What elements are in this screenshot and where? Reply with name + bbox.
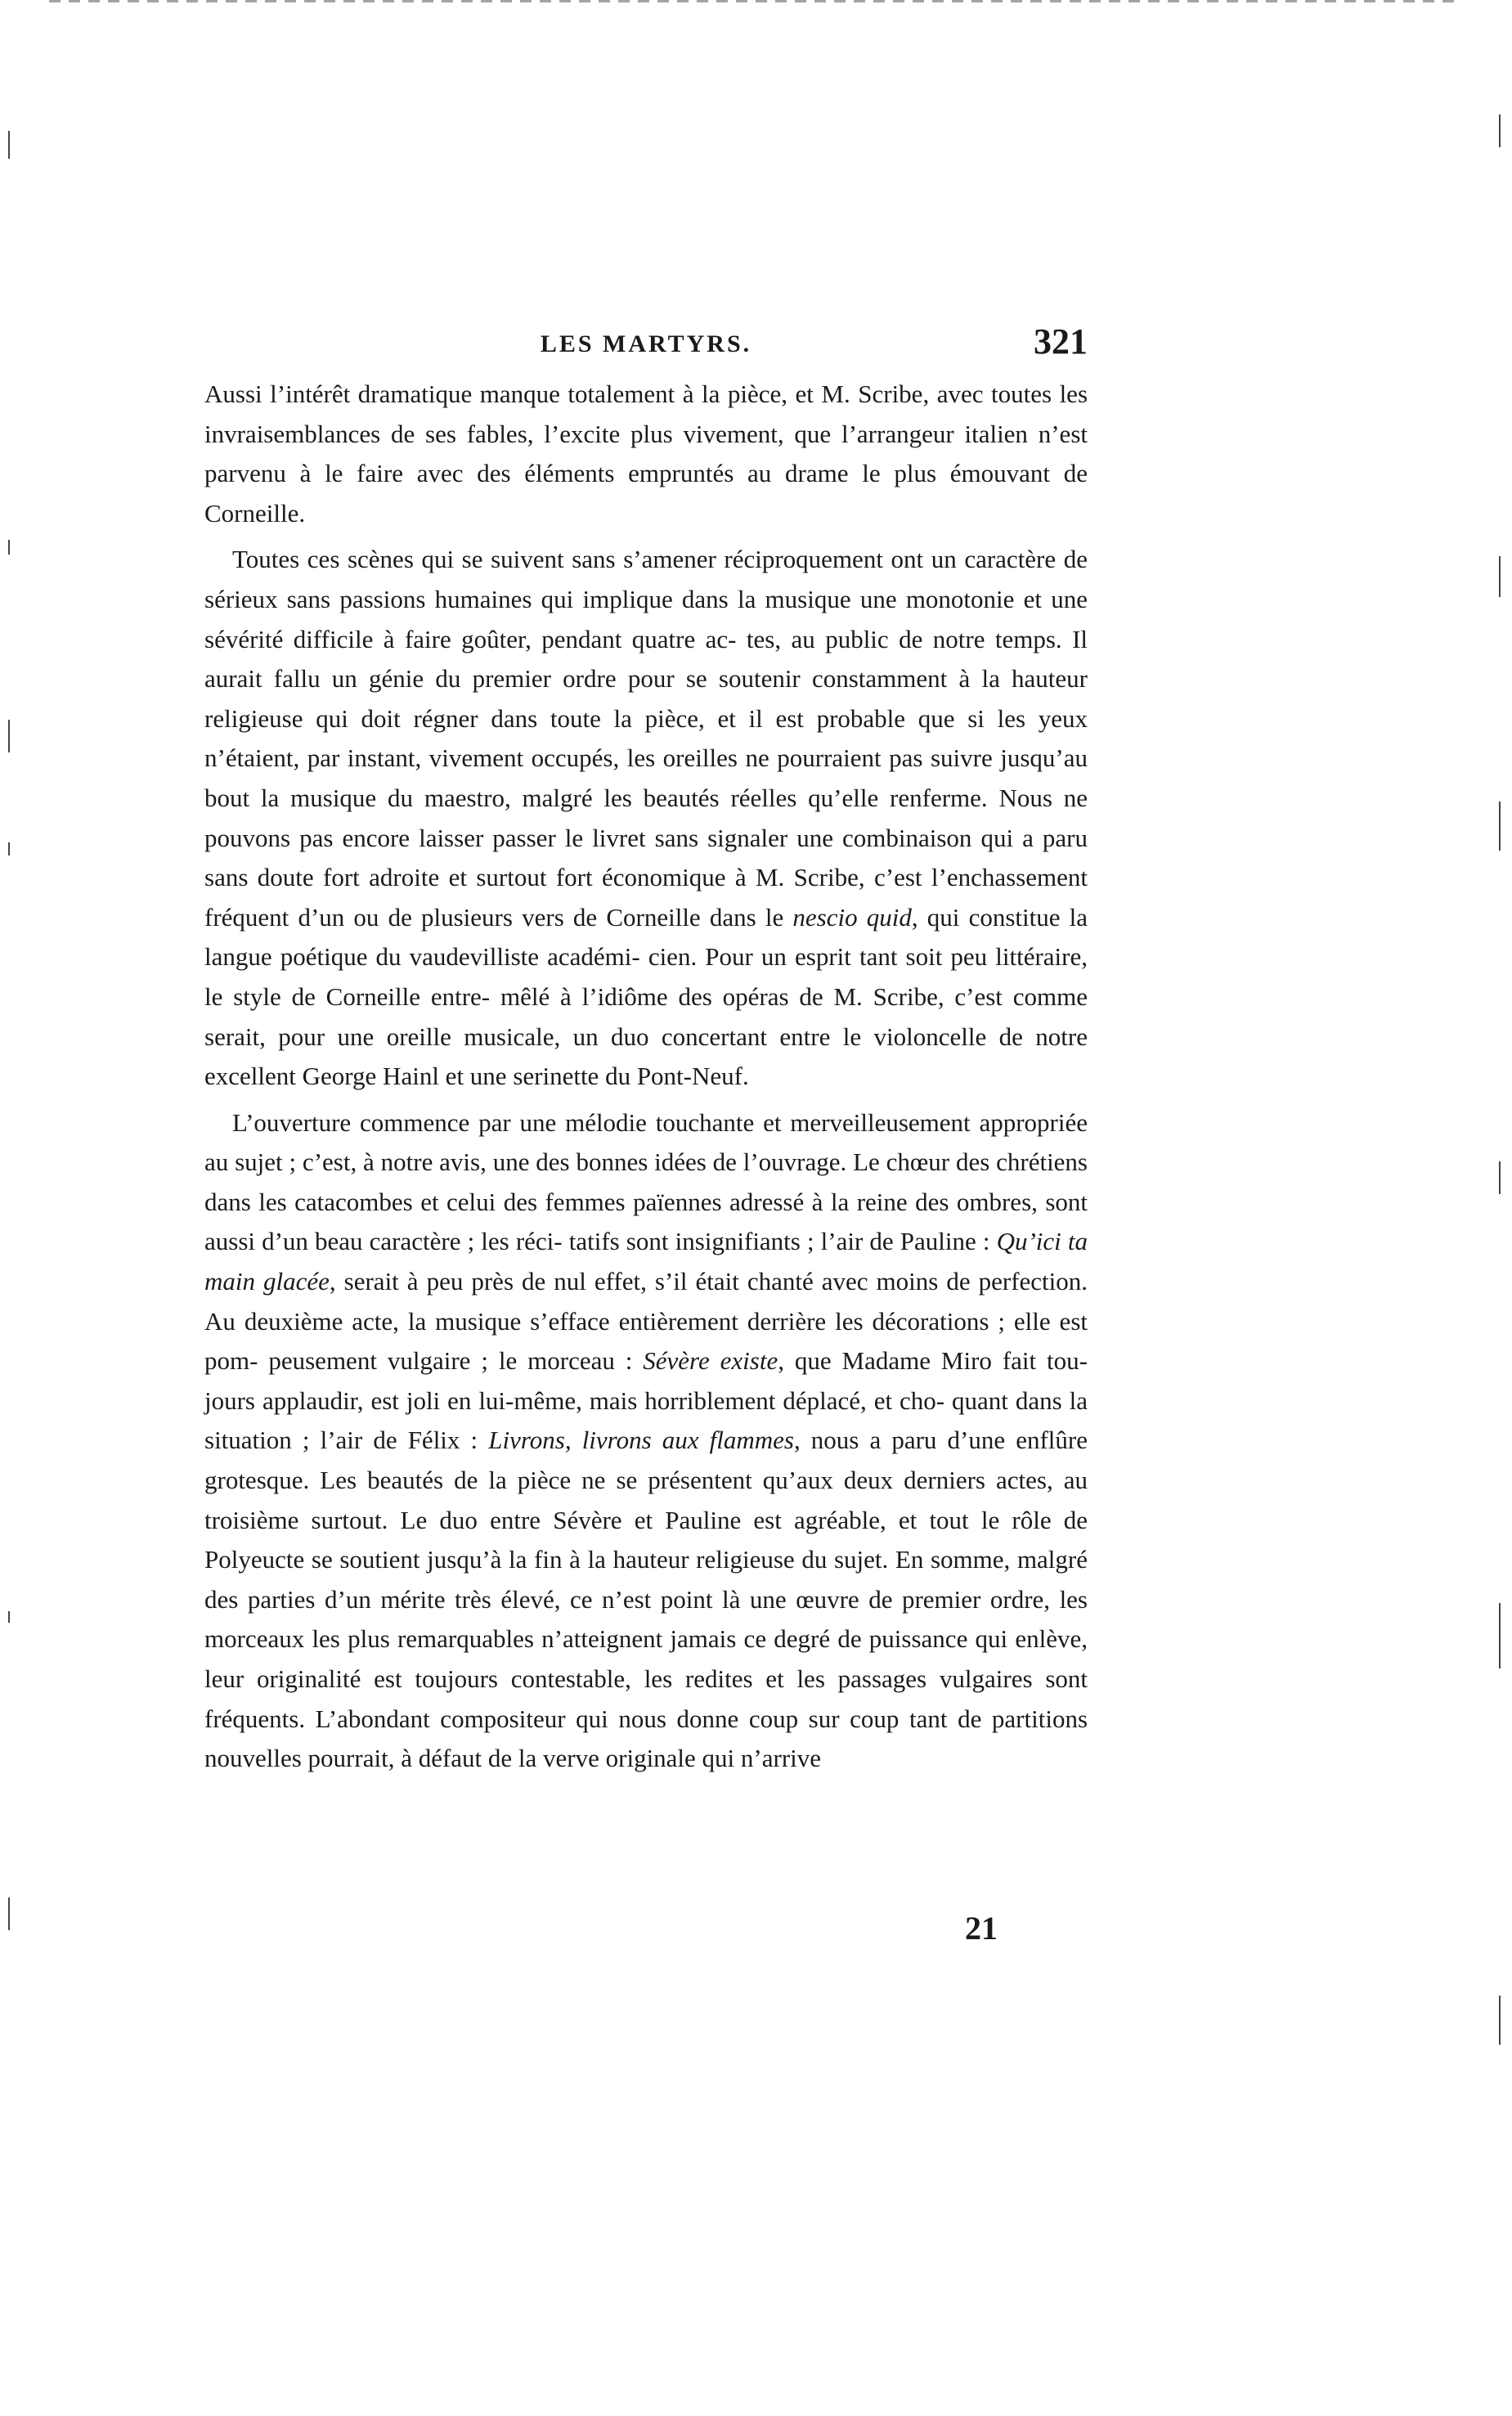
text-line: l’arrangeur italien n’est parvenu à le faire avec des éléments empruntés [204, 419, 1088, 488]
aria-title: Livrons, livrons aux flammes [488, 1426, 794, 1455]
paragraph-1 [204, 375, 1088, 533]
text-line: quant dans la situation ; l’air de Félix : [204, 1385, 1088, 1455]
text-line: mêlé à l’idiôme des opéras de M. Scribe, c’est comme serait, pour une [204, 981, 1088, 1051]
text-line: Le chœur des chrétiens dans les catacombes et celui des femmes païennes [204, 1147, 1088, 1216]
text-line: paru d’une enflûre grotesque. Les beautés de la pièce ne se présentent [204, 1426, 1088, 1495]
text-line: acte, la musique s’efface entièrement derrière les décorations ; elle est pom- [204, 1306, 1088, 1376]
text-line: sont fréquents. L’abondant compositeur qui nous donne coup sur coup tant [204, 1664, 1088, 1733]
text-line: qu’aux deux derniers actes, au troisième surtout. Le duo entre Sévère et [204, 1466, 1088, 1534]
scan-edge-mark [8, 540, 10, 555]
text-line: musique du maestro, malgré les beautés réelles qu’elle renferme. Nous ne [290, 783, 1088, 812]
scan-edge-mark [8, 131, 10, 159]
text-line: caractère de sérieux sans passions humaines qui implique dans la musique [204, 545, 1088, 613]
text-line: pouvons pas encore laisser passer le livret sans signaler une combinaison [204, 823, 972, 852]
text-line: , que Madame Miro fait tou- [778, 1346, 1088, 1376]
text-line: près de nul effet, s’il était chanté avec moins de perfection. Au deuxième [204, 1267, 1088, 1336]
text-line: , nous a [793, 1426, 882, 1455]
scan-edge-mark [1499, 1996, 1501, 2045]
text-line: leur originalité est toujours contestable, les redites et les passages vulgaires [204, 1664, 1033, 1693]
text-line: George Hainl et une serinette du Pont-Neuf. [302, 1062, 749, 1091]
page-number: 321 [1034, 321, 1088, 362]
text-line: de partitions nouvelles pourrait, à défaut de la verve originale qui n’arrive [204, 1704, 1088, 1773]
text-line: le [765, 902, 793, 932]
scan-edge-mark [8, 1611, 10, 1623]
text-line: avec toutes les invraisemblances de ses fables, l’excite plus vivement, que [204, 379, 1088, 448]
scan-edge-mark [8, 842, 10, 855]
signature-mark: 21 [965, 1910, 998, 1947]
text-line: vivement occupés, les oreilles ne pourraient pas suivre jusqu’au bout la [204, 743, 1088, 812]
scan-edge-mark [1499, 556, 1501, 597]
text-line: au drame le plus émouvant de Corneille. [204, 459, 1088, 528]
aria-title: Sévère existe [643, 1346, 778, 1376]
scan-edge-mark [1499, 802, 1501, 851]
text-line: pour se soutenir constamment à la hauteur religieuse qui doit régner dans [204, 664, 1088, 733]
text-line: appropriée au sujet ; c’est, à notre avis, une des bonnes idées de l’ouvrage. [204, 1107, 1088, 1177]
page-header [204, 321, 1088, 370]
text-line: une monotonie et une sévérité difficile à faire goûter, pendant quatre ac- [204, 584, 1088, 653]
scan-edge-mark [1499, 1161, 1501, 1194]
text-line: toute la pièce, et il est probable que si les yeux n’étaient, par instant, [204, 703, 1088, 773]
scan-edge-mark [8, 1897, 10, 1930]
text-line: peusement vulgaire ; le morceau : [268, 1346, 644, 1376]
text-line: très élevé, ce n’est point là une œuvre de premier ordre, les morceaux [204, 1584, 1088, 1654]
text-line: adressé à la reine des ombres, sont aussi d’un beau caractère ; les réci- [204, 1187, 1088, 1256]
text-line: cien. Pour un esprit tant soit peu littéraire, le style de Corneille entre- [204, 942, 1088, 1011]
body-text [204, 375, 1088, 1779]
text-line: L’ouverture commence par une mélodie touchante et merveilleusement [232, 1107, 971, 1137]
text-line: c’est l’enchassement fréquent d’un ou de plusieurs vers de Corneille dans [204, 863, 1088, 932]
running-head: LES MARTYRS. [540, 330, 752, 357]
paragraph-2 [204, 540, 1088, 1096]
latin-phrase: nescio quid [792, 902, 912, 932]
text-line: les plus remarquables n’atteignent jamais ce degré de puissance qui enlève, [312, 1624, 1088, 1654]
paragraph-3 [204, 1103, 1088, 1779]
scan-edge-mark [8, 720, 10, 752]
text-line: , serait à peu [329, 1267, 464, 1296]
text-line: oreille musicale, un duo concertant entre le violoncelle de notre excellent [204, 1022, 1088, 1091]
text-line: tatifs sont insignifiants ; l’air de Pauline : [568, 1227, 997, 1256]
scan-edge-mark [1499, 1603, 1501, 1668]
text-line: Aussi l’intérêt dramatique manque totalement à la pièce, et M. Scribe, [204, 379, 930, 408]
text-line: Toutes ces scènes qui se suivent sans s’amener réciproquement ont un [232, 545, 957, 574]
text-line: tes, au public de notre temps. Il aurait fallu un génie du premier ordre [204, 624, 1088, 694]
text-line: , qui constitue la langue poétique du vaudevilliste académi- [204, 902, 1088, 972]
text-line: qui a paru sans doute fort adroite et surtout fort économique à M. Scribe, [204, 823, 1088, 892]
scan-top-edge [49, 0, 1456, 2]
text-line: jours applaudir, est joli en lui-même, mais horriblement déplacé, et cho- [204, 1385, 945, 1415]
scan-edge-mark [1499, 115, 1501, 147]
aria-title: Qu’ici ta main glacée [204, 1227, 1088, 1296]
text-line: à la hauteur religieuse du sujet. En somme, malgré des parties d’un mérite [204, 1545, 1088, 1614]
text-line: Pauline est agréable, et tout le rôle de Polyeucte se soutient jusqu’à la fin [204, 1505, 1088, 1574]
